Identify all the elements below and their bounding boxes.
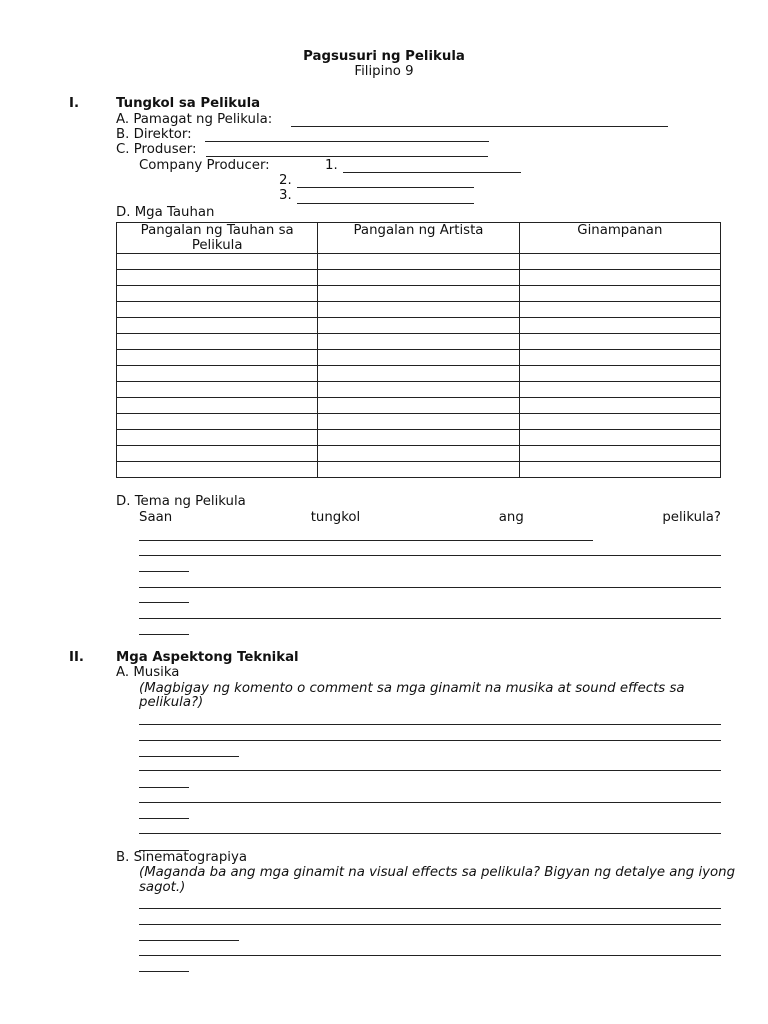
theme-answer-line[interactable] [139, 587, 721, 588]
cast-table-row [117, 318, 721, 334]
company-item-2-number: 2. [279, 173, 292, 188]
cast-table-row [117, 334, 721, 350]
characters-label: D. Mga Tauhan [116, 205, 215, 220]
cell-character-name[interactable] [117, 254, 318, 270]
director-label: B. Direktor: [116, 127, 192, 142]
director-answer-line[interactable] [205, 141, 489, 142]
cinematography-answer-line[interactable] [139, 940, 239, 941]
theme-question-word: Saan [139, 510, 173, 525]
cell-role[interactable] [519, 286, 720, 302]
theme-question-word: pelikula? [662, 510, 721, 525]
music-answer-line[interactable] [139, 833, 721, 834]
cinematography-answer-line[interactable] [139, 955, 721, 956]
producer-label: C. Produser: [116, 142, 197, 157]
cast-table-row [117, 414, 721, 430]
cell-role[interactable] [519, 430, 720, 446]
cast-table [116, 222, 721, 478]
column-header-character-name: Pangalan ng Tauhan sa Pelikula [117, 223, 318, 254]
cell-role[interactable] [519, 350, 720, 366]
cell-character-name[interactable] [117, 382, 318, 398]
cell-actor-name[interactable] [318, 462, 519, 478]
cell-character-name[interactable] [117, 462, 318, 478]
cinematography-answer-line[interactable] [139, 924, 721, 925]
cast-table-row [117, 430, 721, 446]
music-answer-line[interactable] [139, 770, 721, 771]
title-label: A. Pamagat ng Pelikula: [116, 112, 273, 127]
cell-role[interactable] [519, 366, 720, 382]
cell-role[interactable] [519, 414, 720, 430]
company-producer-label: Company Producer: [139, 158, 270, 173]
cell-role[interactable] [519, 318, 720, 334]
music-answer-line[interactable] [139, 756, 239, 757]
music-answer-line[interactable] [139, 740, 721, 741]
cell-actor-name[interactable] [318, 286, 519, 302]
page-title: Pagsusuri ng Pelikula [303, 49, 465, 64]
music-instruction-line-2: pelikula?) [139, 695, 204, 710]
section-2-numeral: II. [69, 650, 84, 665]
cell-character-name[interactable] [117, 270, 318, 286]
theme-answer-line[interactable] [139, 602, 189, 603]
cell-character-name[interactable] [117, 446, 318, 462]
column-header-actor-name: Pangalan ng Artista [318, 223, 519, 254]
cell-actor-name[interactable] [318, 398, 519, 414]
cell-actor-name[interactable] [318, 302, 519, 318]
music-instruction-line-1: (Magbigay ng komento o comment sa mga ginamit na musika at sound effects sa [139, 681, 685, 696]
company-answer-line-1[interactable] [343, 172, 521, 173]
music-answer-line[interactable] [139, 818, 189, 819]
cast-table-row [117, 398, 721, 414]
cell-actor-name[interactable] [318, 446, 519, 462]
cinematography-instruction-line-1: (Maganda ba ang mga ginamit na visual effects sa pelikula? Bigyan ng detalye ang iyong [139, 865, 736, 880]
cast-table-row [117, 254, 721, 270]
cast-table-row [117, 286, 721, 302]
music-answer-line[interactable] [139, 724, 721, 725]
cell-role[interactable] [519, 270, 720, 286]
cell-actor-name[interactable] [318, 366, 519, 382]
cinematography-instruction-line-2: sagot.) [139, 880, 186, 895]
theme-question [139, 510, 721, 526]
theme-answer-line[interactable] [139, 555, 721, 556]
cell-role[interactable] [519, 382, 720, 398]
cell-actor-name[interactable] [318, 430, 519, 446]
cell-character-name[interactable] [117, 318, 318, 334]
cell-character-name[interactable] [117, 302, 318, 318]
cinematography-answer-line[interactable] [139, 971, 189, 972]
music-answer-line[interactable] [139, 787, 189, 788]
section-2-heading: Mga Aspektong Teknikal [116, 650, 299, 665]
theme-question-word: ang [498, 510, 524, 525]
cast-table-row [117, 462, 721, 478]
cinematography-label: B. Sinematograpiya [116, 850, 247, 865]
cast-table-row [117, 366, 721, 382]
cinematography-answer-line[interactable] [139, 908, 721, 909]
music-answer-line[interactable] [139, 802, 721, 803]
cell-actor-name[interactable] [318, 334, 519, 350]
company-item-1-number: 1. [325, 158, 338, 173]
cell-actor-name[interactable] [318, 270, 519, 286]
cell-actor-name[interactable] [318, 350, 519, 366]
cell-role[interactable] [519, 462, 720, 478]
section-1-heading: Tungkol sa Pelikula [116, 96, 261, 111]
theme-label: D. Tema ng Pelikula [116, 494, 246, 509]
cell-actor-name[interactable] [318, 414, 519, 430]
cell-role[interactable] [519, 302, 720, 318]
cell-character-name[interactable] [117, 334, 318, 350]
cell-character-name[interactable] [117, 430, 318, 446]
cell-character-name[interactable] [117, 366, 318, 382]
cast-table-row [117, 302, 721, 318]
cell-character-name[interactable] [117, 398, 318, 414]
cell-actor-name[interactable] [318, 382, 519, 398]
cell-role[interactable] [519, 334, 720, 350]
theme-answer-line[interactable] [139, 634, 189, 635]
music-label: A. Musika [116, 665, 180, 680]
cast-table-row [117, 446, 721, 462]
cell-role[interactable] [519, 446, 720, 462]
cell-role[interactable] [519, 254, 720, 270]
theme-answer-line[interactable] [139, 571, 189, 572]
cell-character-name[interactable] [117, 350, 318, 366]
title-answer-line[interactable] [291, 126, 668, 127]
cell-character-name[interactable] [117, 414, 318, 430]
cell-character-name[interactable] [117, 286, 318, 302]
company-answer-line-2[interactable] [297, 187, 474, 188]
column-header-role: Ginampanan [519, 223, 720, 254]
cast-table-header-row [117, 223, 721, 254]
cast-table-row [117, 270, 721, 286]
cell-actor-name[interactable] [318, 254, 519, 270]
cell-actor-name[interactable] [318, 318, 519, 334]
theme-answer-line[interactable] [139, 618, 721, 619]
cast-table-row [117, 382, 721, 398]
section-1-numeral: I. [69, 96, 79, 111]
cell-role[interactable] [519, 398, 720, 414]
company-item-3-number: 3. [279, 188, 292, 203]
theme-question-word: tungkol [310, 510, 361, 525]
cast-table-row [117, 350, 721, 366]
company-answer-line-3[interactable] [297, 203, 474, 204]
theme-answer-line[interactable] [139, 540, 593, 541]
producer-answer-line[interactable] [206, 156, 488, 157]
page-subtitle: Filipino 9 [354, 64, 414, 79]
